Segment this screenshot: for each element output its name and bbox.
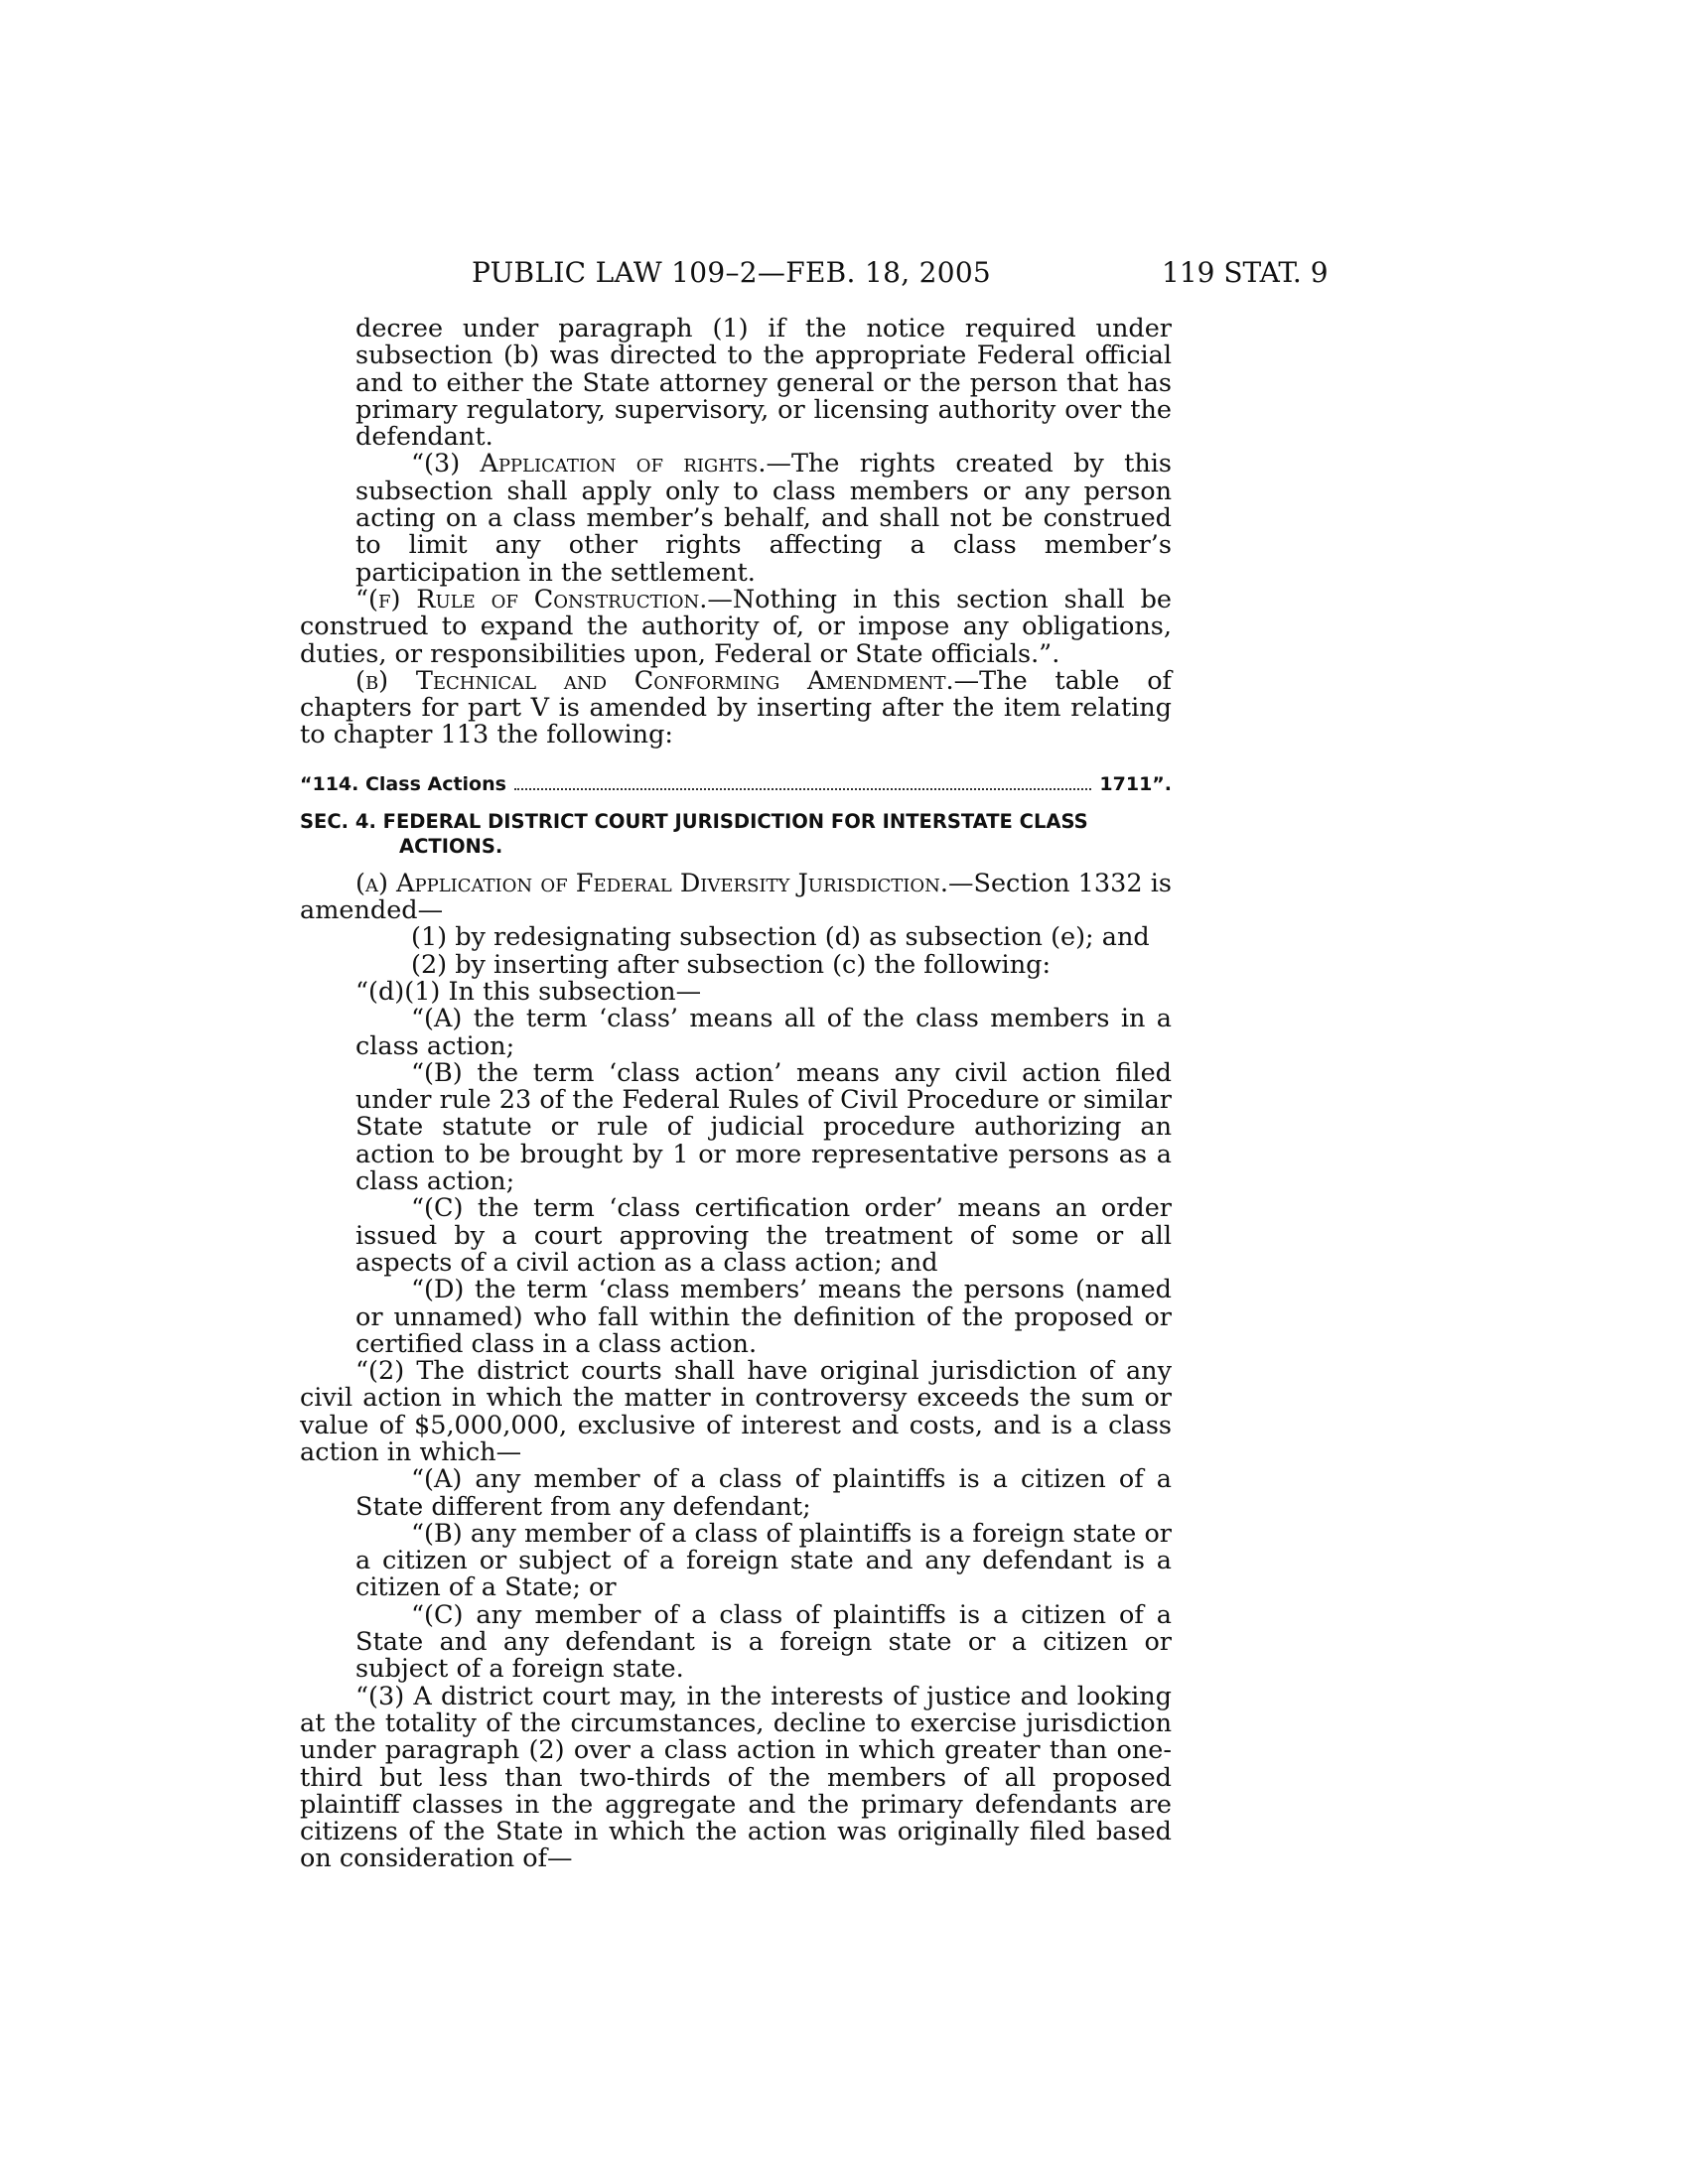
paragraph <box>300 316 1172 451</box>
paragraph <box>300 665 1172 751</box>
paragraph <box>300 584 1172 669</box>
subsection-text: “(d)(1) In this subsection— <box>355 976 702 1007</box>
definition-item: “(B) the term ‘class action’ means any civil action filed under rule 23 of the Federal Rules of Civil Procedure or similar State statute or rule of judicial procedure authorizing an action to be brought by 1 or more representative persons as a class action; <box>355 1057 1172 1197</box>
subsection-text: “(3) A district court may, in the interests of justice and looking at the totality of the circumstances, decline to exercise jurisdiction under paragraph (2) over a class action in which greater than one-third but less than two-thirds of the members of all proposed plaintiff classes in the aggregate and the primary defendants are citizens of the State in which the action was originally filed based on consideration of— <box>300 1681 1172 1874</box>
section-heading: SEC. 4. FEDERAL DISTRICT COURT JURISDICTION FOR INTERSTATE CLASS ACTIONS. <box>300 809 1088 858</box>
toc-leader-dots <box>514 787 1091 790</box>
paragraph <box>300 451 1172 586</box>
paragraph-text: —The table of chapters for part V is amended by inserting after the item relating to chapter 113 the following: <box>300 665 1172 751</box>
toc-label: “114. Class Actions <box>300 772 506 795</box>
subsection-text: “(2) The district courts shall have original jurisdiction of any civil action in which the matter in controversy exceeds the sum or value of $5,000,000, exclusive of interest and costs, and is a class action in which— <box>300 1356 1172 1467</box>
paragraph-text: —Nothing in this section shall be construed to expand the authority of, or impose any obligations, duties, or responsibilities upon, Federal or State officials.”. <box>300 584 1172 669</box>
document-body <box>300 316 1172 1873</box>
running-head: PUBLIC LAW 109–2—FEB. 18, 2005 <box>472 256 992 289</box>
definition-item: “(A) any member of a class of plaintiffs is a citizen of a State different from any defendant; <box>355 1464 1172 1522</box>
table-of-chapters-entry <box>300 773 1172 795</box>
paragraph <box>300 868 1172 926</box>
list-item: (1) by redesignating subsection (d) as subsection (e); and <box>411 922 1150 953</box>
paragraph-text: —Section 1332 is amended— <box>300 868 1172 926</box>
stat-page-number: 119 STAT. 9 <box>1162 256 1329 289</box>
paragraph-heading: “(3) Application of rights. <box>411 449 767 479</box>
toc-page: 1711”. <box>1099 772 1172 795</box>
page-header <box>0 256 1688 296</box>
definition-item: “(C) the term ‘class certification order’ means an order issued by a court approving the treatment of some or all aspects of a civil action as a class action; and <box>355 1193 1172 1278</box>
paragraph-text: —The rights created by this subsection shall apply only to class members or any person acting on a class member’s behalf, and shall not be construed to limit any other rights affecting a class member’s participation in the settlement. <box>355 449 1172 588</box>
definition-item: “(B) any member of a class of plaintiffs is a foreign state or a citizen or subject of a foreign state and any defendant is a citizen of a State; or <box>355 1518 1172 1603</box>
paragraph-heading: (a) Application of Federal Diversity Jurisdiction. <box>355 868 948 898</box>
definition-item: “(C) any member of a class of plaintiffs is a citizen of a State and any defendant is a foreign state or a citizen or subject of a foreign state. <box>355 1599 1172 1685</box>
paragraph-heading: “(f) Rule of Construction. <box>355 584 708 614</box>
paragraph-heading: (b) Technical and Conforming Amendment. <box>355 665 954 696</box>
definition-item: “(A) the term ‘class’ means all of the class members in a class action; <box>355 1004 1172 1061</box>
list-item: (2) by inserting after subsection (c) the following: <box>411 949 1052 980</box>
definition-item: “(D) the term ‘class members’ means the persons (named or unnamed) who fall within the definition of the proposed or certified class in a class action. <box>355 1275 1172 1359</box>
paragraph-text: decree under paragraph (1) if the notice required under subsection (b) was directed to the appropriate Federal official and to either the State attorney general or the person that has primary regulatory, supervisory, or licensing authority over the defendant. <box>355 314 1172 453</box>
